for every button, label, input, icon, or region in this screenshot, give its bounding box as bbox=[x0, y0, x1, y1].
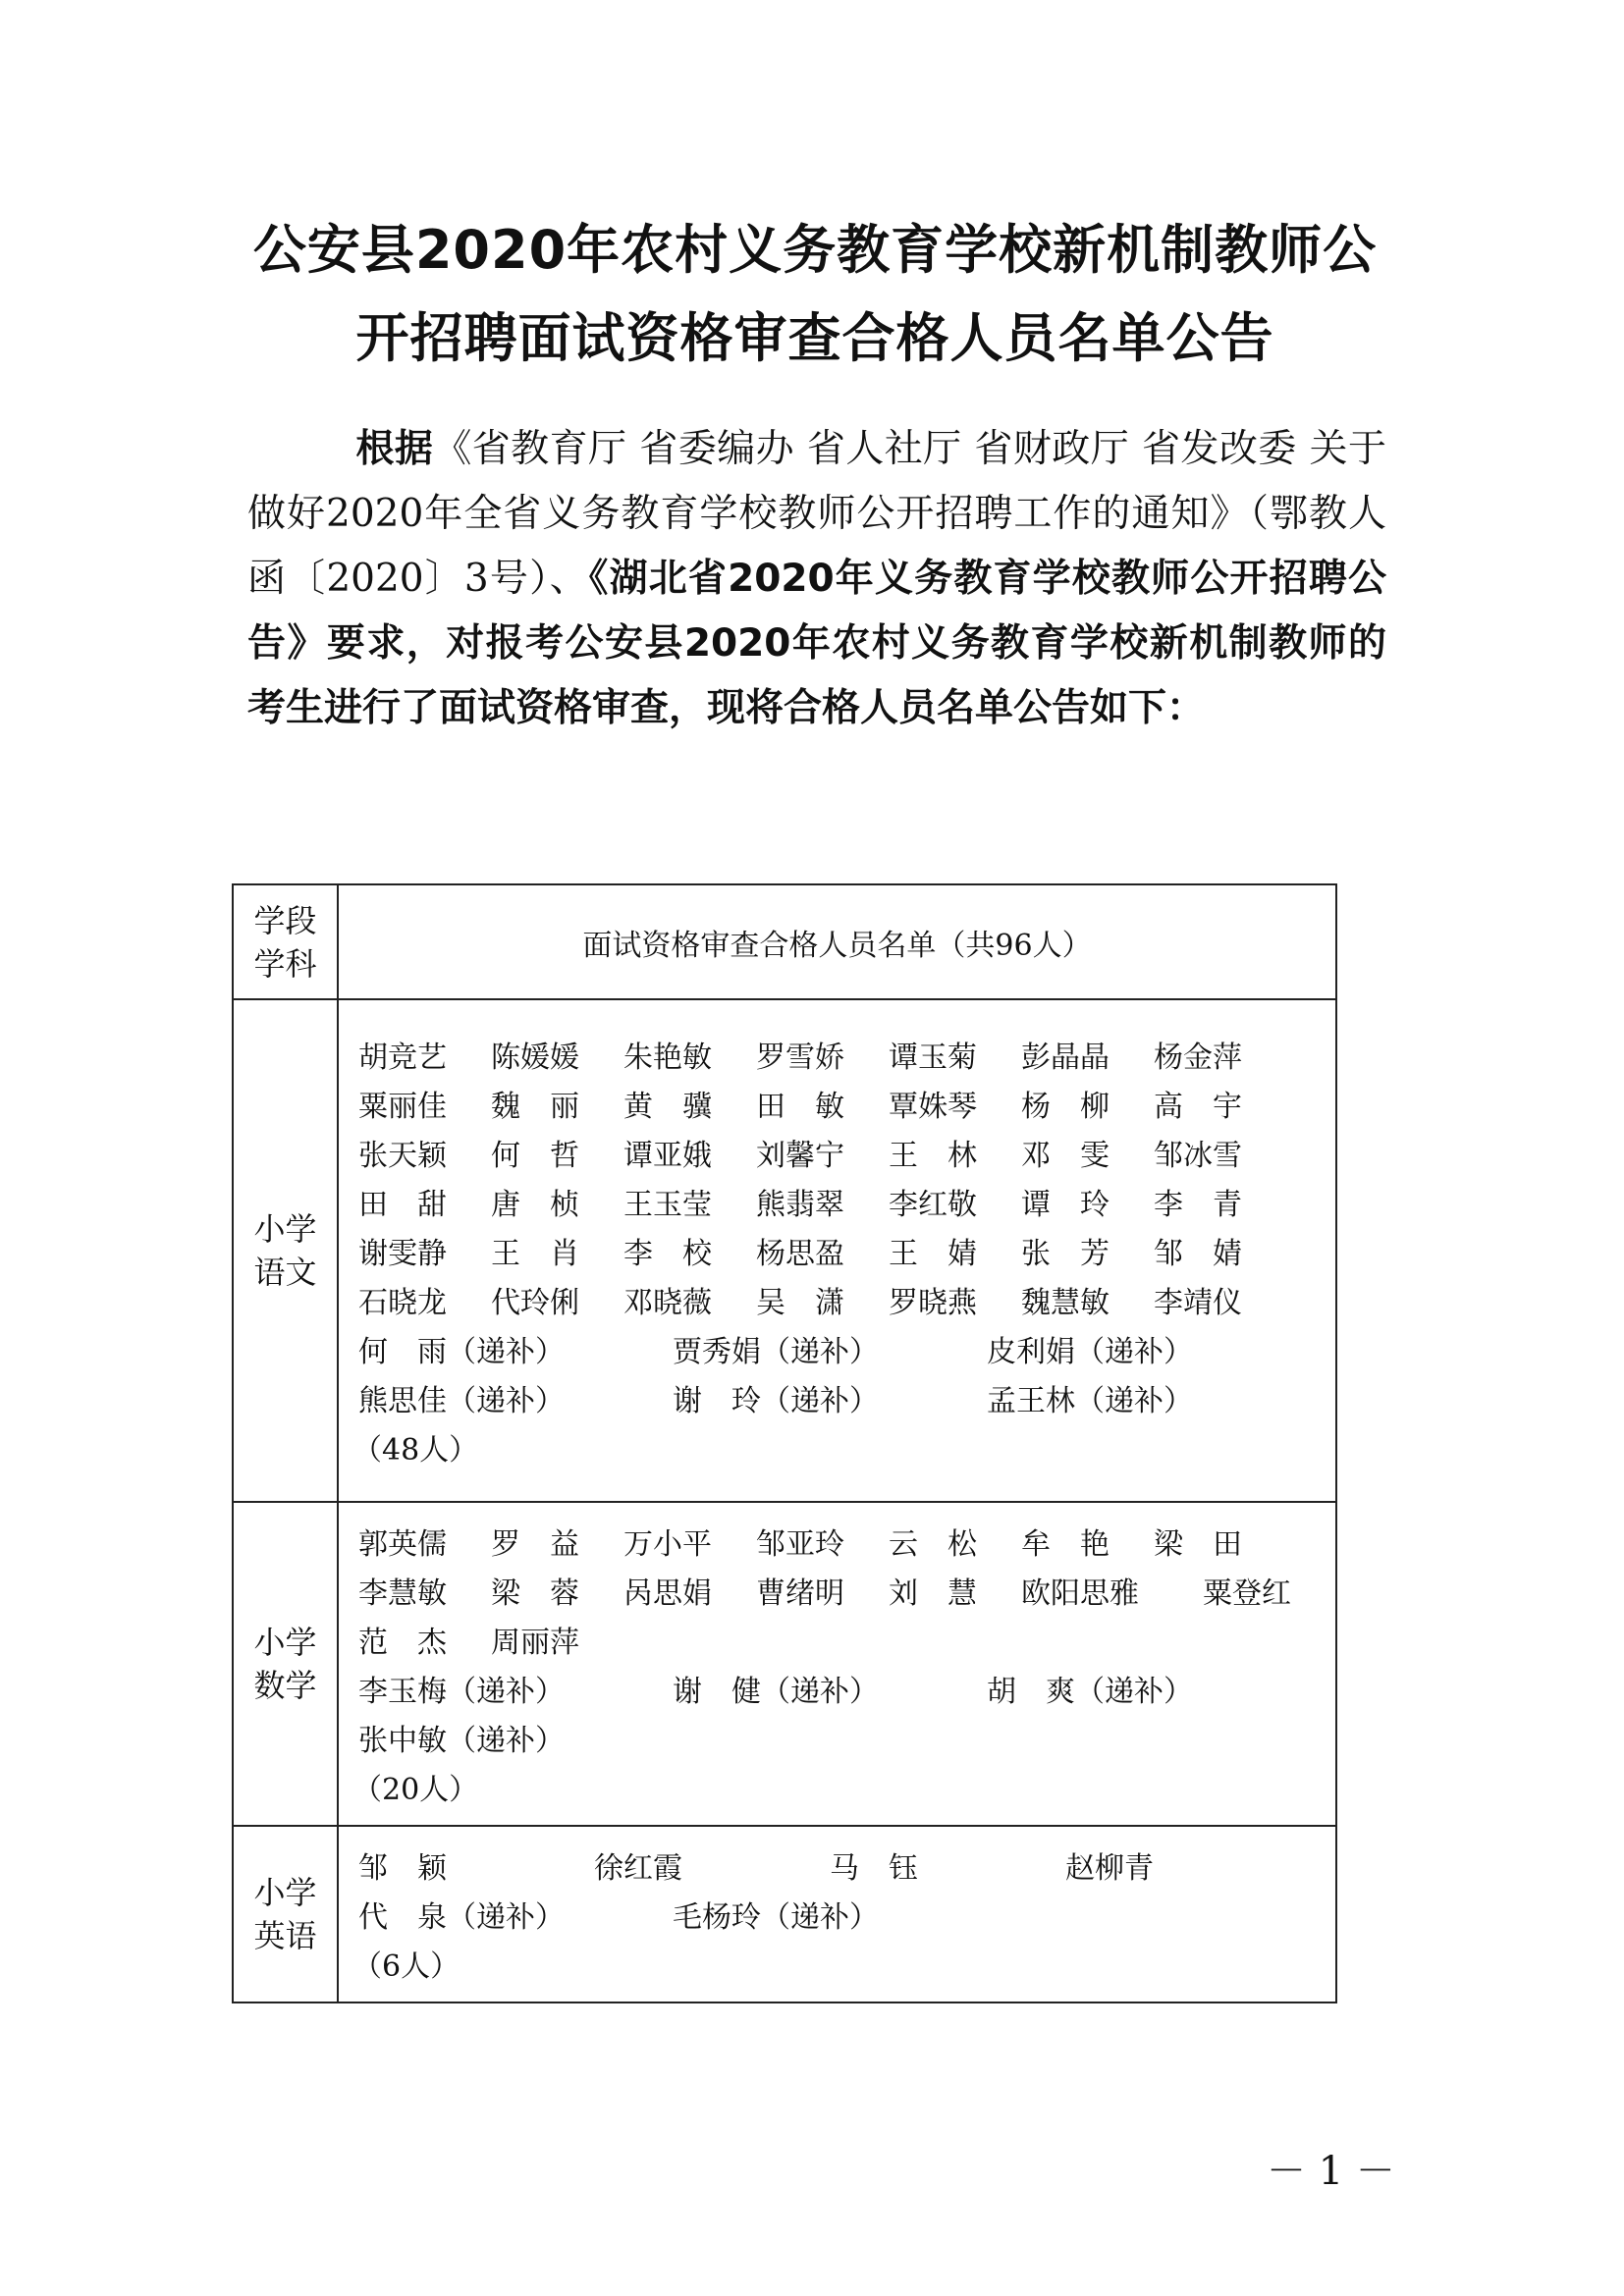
candidate-name: 徐红霞 bbox=[594, 1851, 682, 1886]
list-item bbox=[339, 1128, 1335, 1177]
candidate-name: 罗 益 bbox=[491, 1527, 579, 1562]
candidate-name: 熊思佳（递补） bbox=[358, 1384, 565, 1418]
candidate-name: 曹绪明 bbox=[756, 1576, 844, 1611]
list-item bbox=[339, 1517, 1335, 1566]
candidate-name: 李靖仪 bbox=[1154, 1286, 1242, 1320]
candidate-name: 代玲俐 bbox=[491, 1286, 579, 1320]
candidate-name: 彭晶晶 bbox=[1021, 1041, 1110, 1075]
candidate-name: 石晓龙 bbox=[358, 1286, 447, 1320]
candidate-name: 王 林 bbox=[889, 1139, 977, 1173]
candidate-name: 万小平 bbox=[623, 1527, 712, 1562]
candidate-name: 胡竞艺 bbox=[358, 1041, 447, 1075]
candidate-name: 王 肖 bbox=[491, 1237, 579, 1271]
candidate-name: 刘 慧 bbox=[889, 1576, 977, 1611]
candidate-name: 杨思盈 bbox=[756, 1237, 844, 1271]
candidate-name: 刘馨宁 bbox=[756, 1139, 844, 1173]
candidate-name: 罗雪娇 bbox=[756, 1041, 844, 1075]
header-label-cell bbox=[233, 884, 338, 999]
page-number: － 1 － bbox=[1267, 2149, 1395, 2194]
section-label-cell bbox=[233, 999, 338, 1502]
candidate-name: 罗晓燕 bbox=[889, 1286, 977, 1320]
candidate-name: 谢雯静 bbox=[358, 1237, 447, 1271]
section-label-cell bbox=[233, 1826, 338, 2002]
candidate-name: 谭玉菊 bbox=[889, 1041, 977, 1075]
candidate-name: 谭亚娥 bbox=[623, 1139, 712, 1173]
candidate-name: 田 甜 bbox=[358, 1188, 447, 1222]
section-count: （6人） bbox=[352, 1949, 460, 1984]
candidate-table bbox=[232, 883, 1337, 2003]
candidate-name: 杨 柳 bbox=[1021, 1090, 1110, 1124]
list-item bbox=[339, 1324, 1335, 1373]
candidate-name: 谢 健（递补） bbox=[673, 1675, 879, 1709]
list-item bbox=[339, 1226, 1335, 1275]
candidate-name: 何 哲 bbox=[491, 1139, 579, 1173]
document-title bbox=[236, 206, 1394, 383]
candidate-name: 郭英儒 bbox=[358, 1527, 447, 1562]
candidate-name: 皮利娟（递补） bbox=[987, 1335, 1193, 1369]
list-item bbox=[339, 1841, 1335, 1890]
section-label-line-1: 小学 bbox=[253, 1874, 317, 1911]
list-item bbox=[339, 1079, 1335, 1128]
intro-part-1: 根据 bbox=[355, 427, 434, 471]
candidate-name: 熊翡翠 bbox=[756, 1188, 844, 1222]
candidate-name: 李 青 bbox=[1154, 1188, 1242, 1222]
candidate-name: 覃姝琴 bbox=[889, 1090, 977, 1124]
candidate-name: 邹亚玲 bbox=[756, 1527, 844, 1562]
section-row-math bbox=[233, 1502, 1336, 1826]
candidate-name: 魏 丽 bbox=[491, 1090, 579, 1124]
candidate-name: 邓 雯 bbox=[1021, 1139, 1110, 1173]
candidate-name: 欧阳思雅 bbox=[1021, 1576, 1139, 1611]
candidate-name: 张 芳 bbox=[1021, 1237, 1110, 1271]
candidate-name: 代 泉（递补） bbox=[358, 1900, 565, 1935]
header-label-line-2: 学科 bbox=[253, 944, 317, 983]
list-item bbox=[339, 1275, 1335, 1324]
candidate-name: 云 松 bbox=[889, 1527, 977, 1562]
candidate-name: 李玉梅（递补） bbox=[358, 1675, 565, 1709]
candidate-name: 呙思娟 bbox=[623, 1576, 712, 1611]
list-item bbox=[339, 1890, 1335, 1939]
title-line-2: 开招聘面试资格审查合格人员名单公告 bbox=[355, 307, 1274, 369]
candidate-name: 魏慧敏 bbox=[1021, 1286, 1110, 1320]
candidate-name: 邹 婧 bbox=[1154, 1237, 1242, 1271]
candidate-name: 王玉莹 bbox=[623, 1188, 712, 1222]
section-count: （20人） bbox=[352, 1773, 479, 1807]
candidate-name: 牟 艳 bbox=[1021, 1527, 1110, 1562]
candidate-name: 陈媛媛 bbox=[491, 1041, 579, 1075]
candidate-name: 周丽萍 bbox=[491, 1626, 579, 1660]
candidate-name: 李红敬 bbox=[889, 1188, 977, 1222]
candidate-name: 胡 爽（递补） bbox=[987, 1675, 1193, 1709]
candidate-name: 粟丽佳 bbox=[358, 1090, 447, 1124]
list-item bbox=[339, 1713, 1335, 1762]
list-item bbox=[339, 1177, 1335, 1226]
candidate-name: 邹冰雪 bbox=[1154, 1139, 1242, 1173]
header-label-line-1: 学段 bbox=[253, 901, 317, 939]
header-title-cell: 面试资格审查合格人员名单（共96人） bbox=[338, 884, 1336, 999]
candidate-name: 田 敏 bbox=[756, 1090, 844, 1124]
section-names-cell bbox=[338, 1502, 1336, 1826]
section-label-line-2: 英语 bbox=[253, 1917, 317, 1954]
section-count: （48人） bbox=[352, 1433, 479, 1468]
candidate-name: 邓晓薇 bbox=[623, 1286, 712, 1320]
section-row-english bbox=[233, 1826, 1336, 2002]
intro-part-2: 《省教育厅 省委编办 省人社厅 省财政厅 省发改委 关于做好2020年全省义务教育学校教师公开招聘工作的通知》（鄂教人函〔2020〕3号）、 bbox=[247, 427, 1386, 601]
candidate-name: 李慧敏 bbox=[358, 1576, 447, 1611]
section-label-line-2: 数学 bbox=[253, 1667, 317, 1704]
section-label-line-2: 语文 bbox=[253, 1254, 317, 1291]
table-header-row bbox=[233, 884, 1336, 999]
list-item bbox=[339, 1373, 1335, 1422]
list-item bbox=[339, 1566, 1335, 1615]
section-label-line-1: 小学 bbox=[253, 1624, 317, 1661]
title-line-1: 公安县2020年农村义务教育学校新机制教师公 bbox=[252, 219, 1378, 281]
candidate-name: 赵柳青 bbox=[1065, 1851, 1154, 1886]
candidate-name: 王 婧 bbox=[889, 1237, 977, 1271]
candidate-name: 谢 玲（递补） bbox=[673, 1384, 879, 1418]
candidate-name: 吴 潇 bbox=[756, 1286, 844, 1320]
section-row-chinese bbox=[233, 999, 1336, 1502]
section-names-cell bbox=[338, 1826, 1336, 2002]
list-item bbox=[339, 1615, 1335, 1664]
candidate-name: 邹 颖 bbox=[358, 1851, 447, 1886]
candidate-name: 何 雨（递补） bbox=[358, 1335, 565, 1369]
section-label-line-1: 小学 bbox=[253, 1210, 317, 1248]
candidate-name: 李 校 bbox=[623, 1237, 712, 1271]
candidate-name: 唐 桢 bbox=[491, 1188, 579, 1222]
candidate-name: 梁 蓉 bbox=[491, 1576, 579, 1611]
candidate-name: 杨金萍 bbox=[1154, 1041, 1242, 1075]
candidate-name: 贾秀娟（递补） bbox=[673, 1335, 879, 1369]
list-item bbox=[339, 1030, 1335, 1079]
candidate-name: 高 宇 bbox=[1154, 1090, 1242, 1124]
section-label-cell bbox=[233, 1502, 338, 1826]
candidate-name: 孟王林（递补） bbox=[987, 1384, 1193, 1418]
section-names-cell bbox=[338, 999, 1336, 1502]
candidate-name: 粟登红 bbox=[1203, 1576, 1291, 1611]
candidate-name: 朱艳敏 bbox=[623, 1041, 712, 1075]
candidate-name: 黄 骥 bbox=[623, 1090, 712, 1124]
candidate-name: 毛杨玲（递补） bbox=[673, 1900, 879, 1935]
candidate-name: 梁 田 bbox=[1154, 1527, 1242, 1562]
list-item bbox=[339, 1664, 1335, 1713]
candidate-name: 马 钰 bbox=[830, 1851, 918, 1886]
candidate-name: 张天颖 bbox=[358, 1139, 447, 1173]
candidate-name: 范 杰 bbox=[358, 1626, 447, 1660]
intro-paragraph bbox=[247, 417, 1386, 741]
candidate-name: 谭 玲 bbox=[1021, 1188, 1110, 1222]
candidate-name: 张中敏（递补） bbox=[358, 1724, 565, 1758]
intro-part-3: 《湖北省2020年义务教育学校教师公开招聘公告》要求，对报考公安县2020年农村义务教育学校新机制教师的考生进行了面试资格审查，现将合格人员名单公告如下： bbox=[247, 557, 1386, 730]
